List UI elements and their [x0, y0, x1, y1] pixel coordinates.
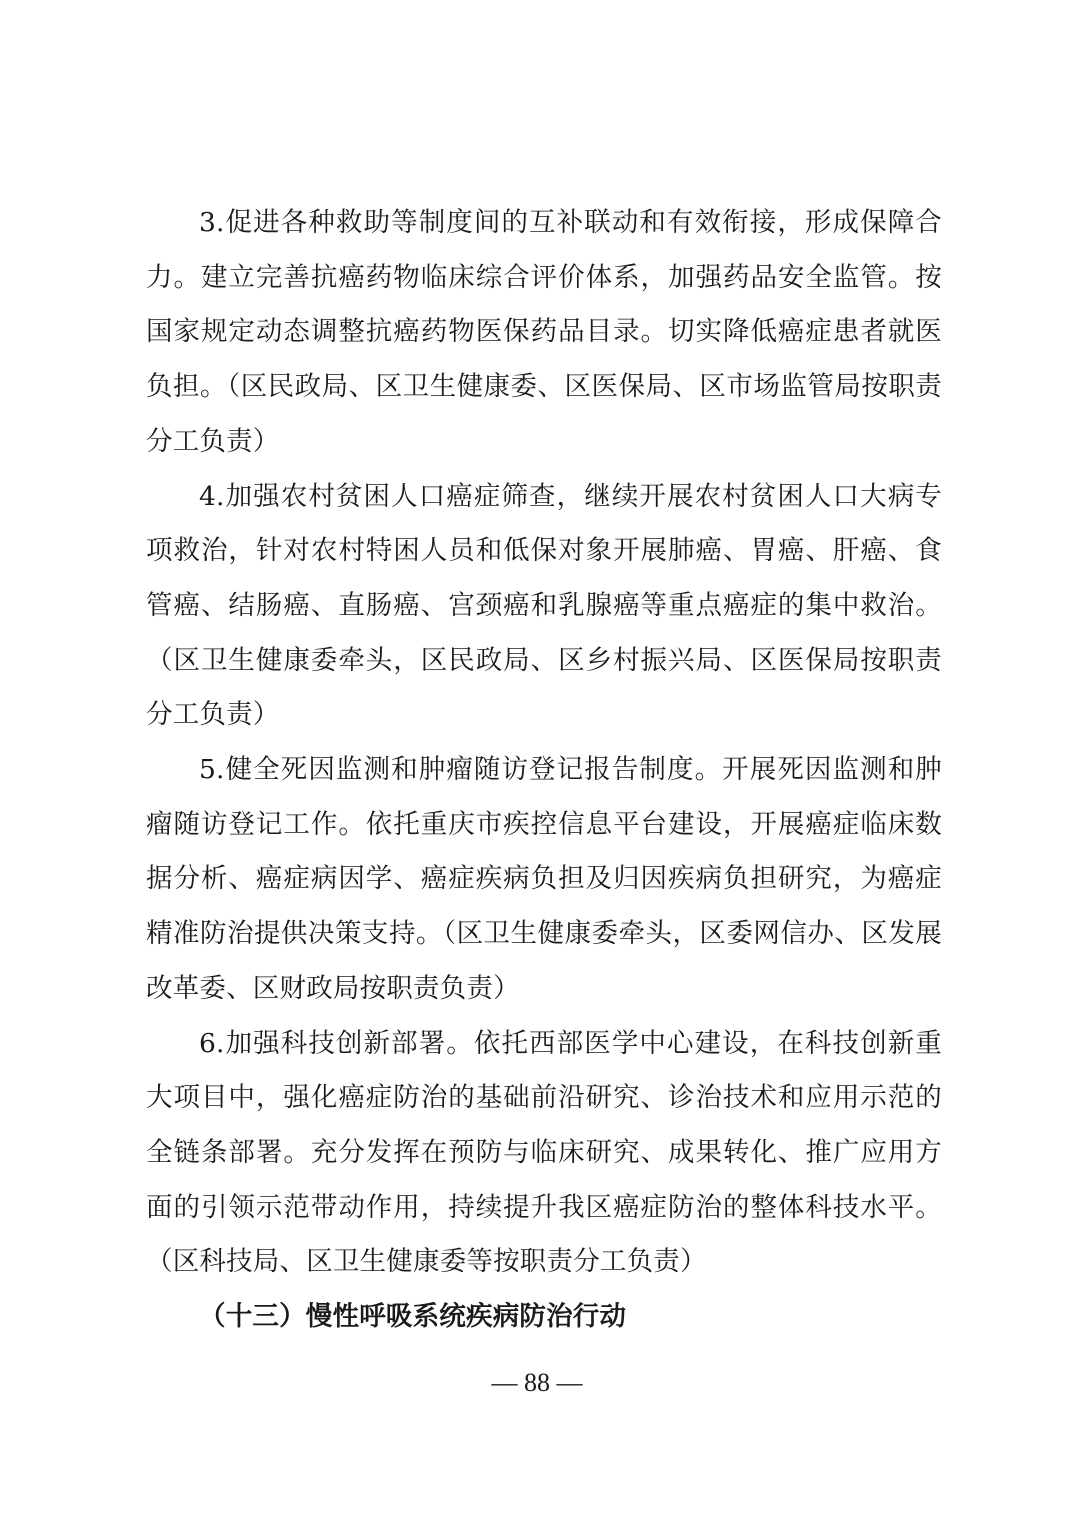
section-heading: （十三）慢性呼吸系统疾病防治行动: [199, 1301, 627, 1333]
document-body: [146, 196, 942, 1345]
page-number: — 88 —: [491, 1368, 583, 1397]
paragraph-item-5: 5.健全死因监测和肿瘤随访登记报告制度。开展死因监测和肿瘤随访登记工作。依托重庆市疾控信息平台建设，开展癌症临床数据分析、癌症病因学、癌症疾病负担及归因疾病负担研究，为癌症精准防治提供决策支持。（区卫生健康委牵头，区委网信办、区发展改革委、区财政局按职责负责）: [146, 754, 942, 1004]
paragraph-item-6: 6.加强科技创新部署。依托西部医学中心建设，在科技创新重大项目中，强化癌症防治的基础前沿研究、诊治技术和应用示范的全链条部署。充分发挥在预防与临床研究、成果转化、推广应用方面的引领示范带动作用，持续提升我区癌症防治的整体科技水平。（区科技局、区卫生健康委等按职责分工负责）: [146, 1027, 942, 1278]
paragraph-item-3: 3.促进各种救助等制度间的互补联动和有效衔接，形成保障合力。建立完善抗癌药物临床综合评价体系，加强药品安全监管。按国家规定动态调整抗癌药物医保药品目录。切实降低癌症患者就医负担。（区民政局、区卫生健康委、区医保局、区市场监管局按职责分工负责）: [146, 207, 942, 457]
paragraph-item-4: 4.加强农村贫困人口癌症筛查，继续开展农村贫困人口大病专项救治，针对农村特困人员和低保对象开展肺癌、胃癌、肝癌、食管癌、结肠癌、直肠癌、宫颈癌和乳腺癌等重点癌症的集中救治。（区卫生健康委牵头，区民政局、区乡村振兴局、区医保局按职责分工负责）: [146, 480, 942, 731]
